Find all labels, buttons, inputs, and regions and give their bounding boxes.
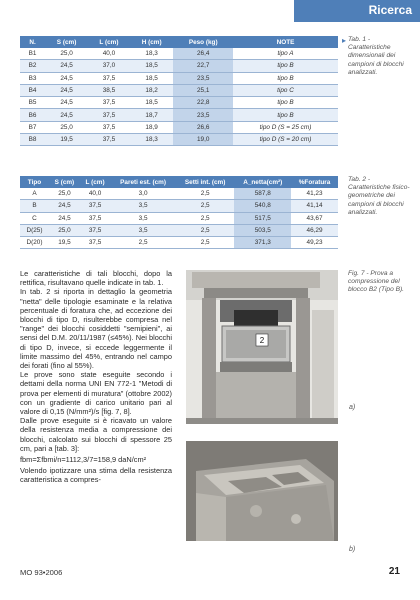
table-cell: 24,5 bbox=[45, 72, 88, 84]
t1-header-cell: N. bbox=[20, 36, 45, 48]
section-title: Ricerca bbox=[368, 3, 412, 17]
label-b: b) bbox=[349, 546, 356, 553]
table-cell: 2,5 bbox=[176, 237, 235, 249]
table-cell: 3,5 bbox=[110, 212, 176, 224]
table-row bbox=[20, 121, 338, 133]
table-cell: tipo C bbox=[233, 84, 338, 96]
t2-header-cell: L (cm) bbox=[80, 176, 110, 188]
paragraph-1: Le caratteristiche di tali blocchi, dopo la rettifica, risultavano quelle indicate in tab. 1. bbox=[20, 269, 172, 288]
table-cell: 26,6 bbox=[173, 121, 233, 133]
table-cell: D(25) bbox=[20, 224, 49, 236]
table-cell: 24,5 bbox=[49, 212, 80, 224]
table-cell: 19,5 bbox=[45, 134, 88, 146]
table-cell: B7 bbox=[20, 121, 45, 133]
table-cell: 26,4 bbox=[173, 48, 233, 60]
t1-header-cell: S (cm) bbox=[45, 36, 88, 48]
table-cell: 41,14 bbox=[291, 200, 338, 212]
table-1 bbox=[20, 36, 338, 146]
body-text bbox=[20, 269, 172, 485]
table-cell: 25,0 bbox=[45, 121, 88, 133]
table-cell: 503,5 bbox=[234, 224, 291, 236]
table-cell: 41,23 bbox=[291, 188, 338, 200]
paragraph-2: In tab. 2 si riporta in dettaglio la geometria "netta" delle tipologie esaminate e la relativa percentuale di foratura che, ad eccezione dei blocchi di tipo D, risulterebbe compresa nel "range" dei blocchi cosiddetti "semipieni", ai sensi del D.M. 20/11/1987 (≤45%). Nei blocchi di tipo D, invece, si eccede leggermente il limite massimo del 45%, entrando nel campo dei forati (fino al 55%). bbox=[20, 287, 172, 371]
table-cell: 25,0 bbox=[49, 224, 80, 236]
table-cell: 2,5 bbox=[176, 224, 235, 236]
crushed-block-illustration bbox=[186, 441, 338, 541]
caption-tab2: Tab. 2 - Caratteristiche fisico-geometriche dei campioni di blocchi analizzati. bbox=[348, 176, 410, 216]
table-cell: 43,67 bbox=[291, 212, 338, 224]
table-row bbox=[20, 134, 338, 146]
table-cell: B8 bbox=[20, 134, 45, 146]
paragraph-3: Le prove sono state eseguite secondo i dettami della norma UNI EN 772-1 "Metodi di prova per elementi di muratura" (ottobre 2002) con un gradiente di carico unitario pari al valore di 0,15 (N/mm²)/s [fig. 7, 8]. bbox=[20, 370, 172, 417]
table-cell: 23,5 bbox=[173, 72, 233, 84]
table-cell: 2,5 bbox=[176, 200, 235, 212]
table-row bbox=[20, 109, 338, 121]
table-cell: 37,5 bbox=[88, 72, 130, 84]
table-row bbox=[20, 72, 338, 84]
formula: fbm=Σfbmi/n=1112,3/7=158,9 daN/cm² bbox=[20, 455, 147, 465]
table-cell: C bbox=[20, 212, 49, 224]
table-cell: 3,5 bbox=[110, 200, 176, 212]
table-cell: 37,5 bbox=[88, 97, 130, 109]
table-cell: B5 bbox=[20, 97, 45, 109]
table-cell: tipo B bbox=[233, 97, 338, 109]
table-row bbox=[20, 60, 338, 72]
table-cell: 2,5 bbox=[176, 212, 235, 224]
table-cell: B2 bbox=[20, 60, 45, 72]
table-row bbox=[20, 200, 338, 212]
table-cell: 24,5 bbox=[49, 200, 80, 212]
t1-header-cell: L (cm) bbox=[88, 36, 130, 48]
footer-page-number: 21 bbox=[388, 566, 400, 577]
table-cell: 18,3 bbox=[130, 134, 173, 146]
t1-header-cell: H (cm) bbox=[130, 36, 173, 48]
table-cell: B1 bbox=[20, 48, 45, 60]
table-cell: 37,5 bbox=[80, 212, 110, 224]
caption-fig7: Fig. 7 - Prova a compressione del blocco B2 (Tipo B). bbox=[348, 270, 405, 294]
table-cell: 18,5 bbox=[130, 72, 173, 84]
table-cell: 540,8 bbox=[234, 200, 291, 212]
table-cell: 24,5 bbox=[45, 60, 88, 72]
t2-header-cell: Setti int. (cm) bbox=[176, 176, 235, 188]
table-cell: 40,0 bbox=[88, 48, 130, 60]
table-cell: tipo D (S = 25 cm) bbox=[233, 121, 338, 133]
table-cell: 37,5 bbox=[80, 200, 110, 212]
table-cell: 37,5 bbox=[88, 109, 130, 121]
table-cell: 19,5 bbox=[49, 237, 80, 249]
t2-header-cell: Pareti est. (cm) bbox=[110, 176, 176, 188]
caption-bullet-tab1: ▸ bbox=[342, 36, 347, 45]
table-cell: 25,1 bbox=[173, 84, 233, 96]
t2-header-cell: A_netta(cm²) bbox=[234, 176, 291, 188]
table-cell: 38,5 bbox=[88, 84, 130, 96]
table-cell: B3 bbox=[20, 72, 45, 84]
table-cell: A bbox=[20, 188, 49, 200]
table-cell: 18,7 bbox=[130, 109, 173, 121]
table-cell: 25,0 bbox=[49, 188, 80, 200]
compression-machine-illustration bbox=[186, 270, 338, 424]
table-cell: 37,5 bbox=[88, 121, 130, 133]
label-a: a) bbox=[349, 404, 356, 411]
table-cell: B6 bbox=[20, 109, 45, 121]
photo-crushed-block bbox=[186, 441, 338, 541]
caption-tab1: Tab. 1 - Caratteristiche dimensionali dei campioni di blocchi analizzati. bbox=[348, 36, 404, 76]
section-header-band bbox=[294, 0, 420, 22]
table-row bbox=[20, 48, 338, 60]
sample-number-label: 2 bbox=[259, 336, 265, 345]
table-cell: 37,5 bbox=[80, 237, 110, 249]
table-cell: 37,5 bbox=[88, 134, 130, 146]
table-2 bbox=[20, 176, 338, 249]
table-cell: 22,8 bbox=[173, 97, 233, 109]
table-cell: tipo D (S = 20 cm) bbox=[233, 134, 338, 146]
table-cell: B4 bbox=[20, 84, 45, 96]
table-cell: 23,5 bbox=[173, 109, 233, 121]
table-cell: 46,29 bbox=[291, 224, 338, 236]
table-cell: 3,5 bbox=[110, 224, 176, 236]
table-cell: tipo B bbox=[233, 60, 338, 72]
table-row bbox=[20, 224, 338, 236]
table-row bbox=[20, 237, 338, 249]
table-cell: 18,9 bbox=[130, 121, 173, 133]
table-cell: 24,5 bbox=[45, 97, 88, 109]
table-cell: 18,3 bbox=[130, 48, 173, 60]
table-row bbox=[20, 84, 338, 96]
table-cell: B bbox=[20, 200, 49, 212]
table-cell: 37,5 bbox=[80, 224, 110, 236]
paragraph-5: Volendo ipotizzare una stima della resistenza caratteristica a compres- bbox=[20, 466, 172, 485]
table-cell: tipo A bbox=[233, 48, 338, 60]
table-cell: 24,5 bbox=[45, 109, 88, 121]
table-cell: 22,7 bbox=[173, 60, 233, 72]
table-cell: tipo B bbox=[233, 109, 338, 121]
table-cell: 587,8 bbox=[234, 188, 291, 200]
t2-header-cell: S (cm) bbox=[49, 176, 80, 188]
table-cell: 40,0 bbox=[80, 188, 110, 200]
table-cell: 18,5 bbox=[130, 97, 173, 109]
table-cell: 24,5 bbox=[45, 84, 88, 96]
table-cell: 517,5 bbox=[234, 212, 291, 224]
paragraph-4: Dalle prove eseguite si è ricavato un valore della resistenza media a compressione dei blocchi, calcolato sui blocchi di spessore 25 cm, pari a [tab. 3]: bbox=[20, 416, 172, 453]
table-cell: tipo B bbox=[233, 72, 338, 84]
table-cell: 371,3 bbox=[234, 237, 291, 249]
t2-header-cell: %Foratura bbox=[291, 176, 338, 188]
t2-header-cell: Tipo bbox=[20, 176, 49, 188]
table-row bbox=[20, 97, 338, 109]
photo-compression-test bbox=[186, 270, 338, 424]
table-cell: 49,23 bbox=[291, 237, 338, 249]
table-row bbox=[20, 188, 338, 200]
table-cell: 2,5 bbox=[176, 188, 235, 200]
table-cell: 25,0 bbox=[45, 48, 88, 60]
footer-issue: MO 93•2006 bbox=[20, 568, 63, 577]
table-cell: 19,0 bbox=[173, 134, 233, 146]
t1-header-cell: Peso (kg) bbox=[173, 36, 233, 48]
table-cell: 2,5 bbox=[110, 237, 176, 249]
table-cell: 18,2 bbox=[130, 84, 173, 96]
table-cell: D(20) bbox=[20, 237, 49, 249]
table-cell: 3,0 bbox=[110, 188, 176, 200]
table-row bbox=[20, 212, 338, 224]
table-cell: 37,0 bbox=[88, 60, 130, 72]
t1-header-cell: NOTE bbox=[233, 36, 338, 48]
table-cell: 18,5 bbox=[130, 60, 173, 72]
